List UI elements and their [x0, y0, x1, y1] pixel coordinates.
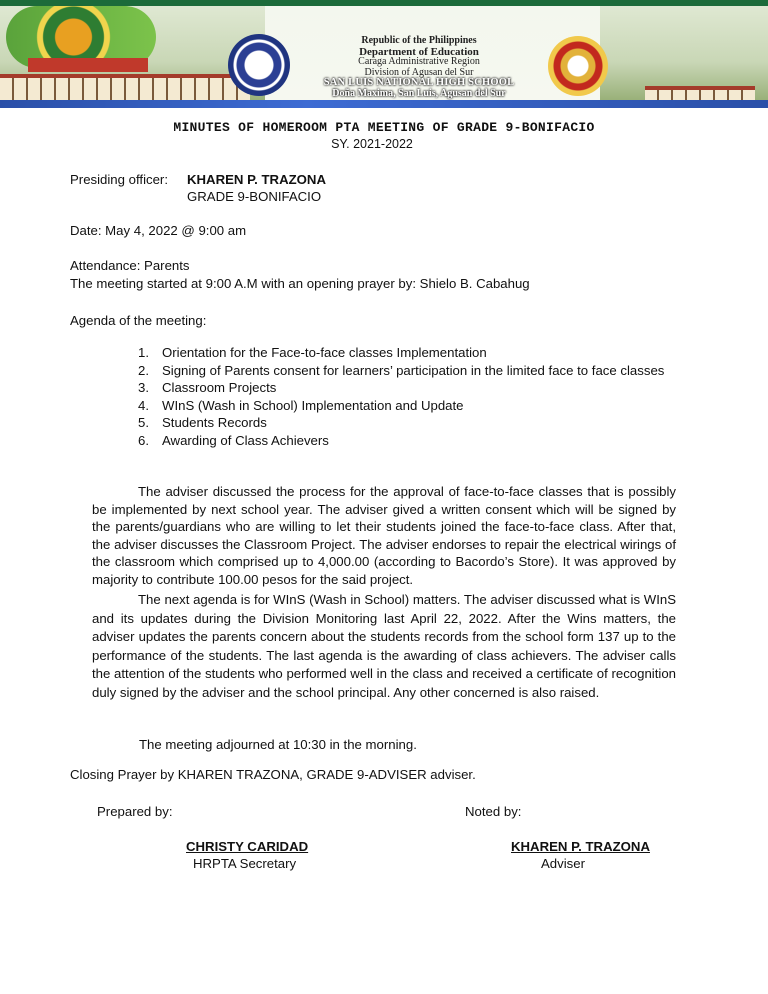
header-line-school: SAN LUIS NATIONAL HIGH SCHOOL	[323, 77, 515, 88]
agenda-item: 4. WInS (Wash in School) Implementation and Update	[138, 397, 464, 413]
document-title: MINUTES OF HOMEROOM PTA MEETING OF GRADE 9-BONIFACIO	[173, 120, 595, 135]
attendance: Attendance: Parents	[70, 258, 190, 273]
discussion-paragraph-1: The adviser discussed the process for the approval of face-to-face classes that is possibly be implemented by next school year. The adviser gived a written consent which will be signed by the parents/guardians who are willing to let their students joined the face-to-face class. After that, the adviser discusses the Classroom Project. The adviser endorses to repair the electrical wirings of the classroom which comprised up to 4,000.00 (according to Bacordo’s Store). It was approved by majority to contribute 100.00 pesos for the said project.	[92, 484, 676, 587]
header-line-division: Division of Agusan del Sur	[364, 66, 474, 78]
opening-line: The meeting started at 9:00 A.M with an opening prayer by: Shielo B. Cabahug	[70, 276, 530, 291]
division-seal	[548, 36, 608, 96]
agenda-list	[138, 344, 698, 449]
header-banner	[0, 0, 768, 108]
agenda-item: 3. Classroom Projects	[138, 380, 277, 395]
noted-by-label: Noted by:	[465, 804, 522, 819]
header-strip	[0, 100, 768, 108]
adjourned-line: The meeting adjourned at 10:30 in the morning.	[139, 737, 417, 752]
header-line-region: Caraga Administrative Region	[358, 56, 480, 67]
presiding-label: Presiding officer:	[70, 172, 168, 187]
meeting-date: Date: May 4, 2022 @ 9:00 am	[70, 223, 247, 238]
closing-prayer: Closing Prayer by KHAREN TRAZONA, GRADE 9-ADVISER adviser.	[70, 767, 476, 782]
agenda-item: 2. Signing of Parents consent for learners’ participation in the limited face to face classes	[138, 362, 665, 378]
header-line-address: Doña Maxima, San Luis, Agusan del Sur	[332, 87, 506, 99]
noter-role: Adviser	[541, 856, 585, 871]
preparer-name: CHRISTY CARIDAD	[186, 839, 309, 854]
header-line-republic: Republic of the Philippines	[361, 35, 477, 46]
school-logo-banner	[28, 58, 148, 72]
agenda-item: 6. Awarding of Class Achievers	[138, 432, 329, 448]
header-line-department: Department of Education	[359, 45, 479, 58]
agenda-heading: Agenda of the meeting:	[70, 313, 207, 328]
prepared-by-label: Prepared by:	[97, 804, 173, 819]
school-year: SY. 2021-2022	[331, 137, 413, 151]
presiding-section: GRADE 9-BONIFACIO	[187, 189, 322, 204]
agenda-item: 5. Students Records	[138, 415, 267, 430]
school-building-left	[0, 74, 250, 100]
noter-name: KHAREN P. TRAZONA	[511, 839, 650, 854]
header-text	[290, 36, 548, 99]
preparer-role: HRPTA Secretary	[193, 856, 297, 871]
discussion-paragraph-2: The next agenda is for WInS (Wash in School) matters. The adviser discussed what is WInS and its updates during the Division Monitoring last April 22, 2022. After the Wins matters, the adviser updates the parents concern about the students records from the school form 137 up to the performance of the students. The last agenda is the awarding of class achievers. The adviser calls the attention of the students who performed well in the class and received a certificate of recognition duly signed by the adviser and the school principal. Any other concerned is also raised.	[92, 592, 676, 700]
presiding-name: KHAREN P. TRAZONA	[187, 172, 326, 187]
agenda-item: 1. Orientation for the Face-to-face classes Implementation	[138, 345, 487, 360]
deped-seal	[228, 34, 290, 96]
